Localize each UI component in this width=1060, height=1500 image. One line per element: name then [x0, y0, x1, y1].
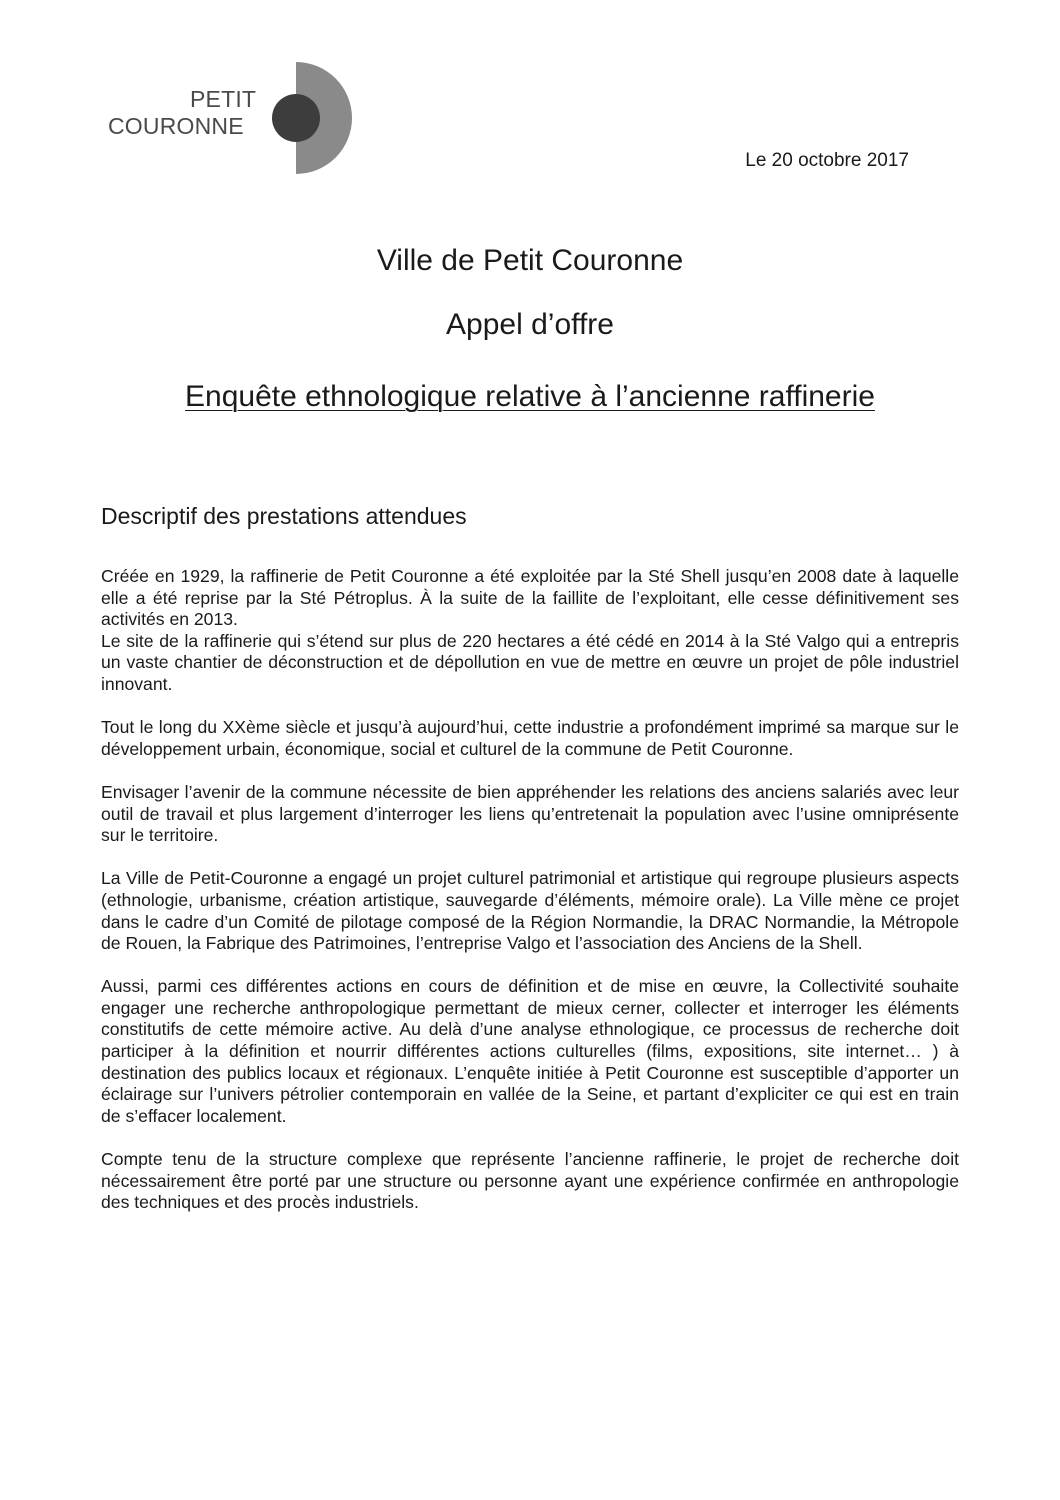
title-city: Ville de Petit Couronne [376, 244, 684, 277]
paragraph: Envisager l’avenir de la commune nécessite de bien appréhender les relations des anciens salariés avec leur outil de travail et plus largement d’interroger les liens qu’entretenait la population avec l’usine omniprésente sur le territoire. [101, 781, 959, 846]
paragraph: La Ville de Petit-Couronne a engagé un projet culturel patrimonial et artistique qui regroupe plusieurs aspects (ethnologie, urbanisme, création artistique, sauvegarde d’éléments, mémoire orale). La Ville mène ce projet dans le cadre d’un Comité de pilotage composé de la Région Normandie, la DRAC Normandie, la Métropole de Rouen, la Fabrique des Patrimoines, l’entreprise Valgo et l’association des Anciens de la Shell. [101, 868, 959, 954]
title-subject: Enquête ethnologique relative à l’ancienne raffinerie [185, 380, 875, 413]
document-date: Le 20 octobre 2017 [745, 150, 909, 171]
document-body [101, 566, 959, 1235]
logo-wordmark [108, 86, 256, 140]
paragraph: Tout le long du XXème siècle et jusqu’à aujourd’hui, cette industrie a profondément imprimé sa marque sur le développement urbain, économique, social et culturel de la commune de Petit Couronne. [101, 717, 959, 759]
paragraph: Le site de la raffinerie qui s’étend sur plus de 220 hectares a été cédé en 2014 à la Sté Valgo qui a entrepris un vaste chantier de déconstruction et de dépollution en vue de mettre en œuvre un projet de pôle industriel innovant. [101, 630, 959, 694]
logo-line-1: PETIT [190, 86, 257, 112]
title-tender: Appel d’offre [446, 308, 614, 341]
paragraph: Créée en 1929, la raffinerie de Petit Couronne a été exploitée par la Sté Shell jusqu’en 2008 date à laquelle elle a été reprise par la Sté Pétroplus. À la suite de la faillite de l’exploitant, elle cesse définitivement ses activités en 2013. [101, 566, 959, 630]
petit-couronne-logo [108, 62, 358, 174]
logo-line-2: COURONNE [108, 113, 244, 139]
logo-emblem-icon [266, 62, 358, 174]
paragraph: Aussi, parmi ces différentes actions en cours de définition et de mise en œuvre, la Collectivité souhaite engager une recherche anthropologique permettant de mieux cerner, collecter et interroger les éléments constitutifs de cette mémoire active. Au delà d’une analyse ethnologique, ce processus de recherche doit participer à la définition et nourrir différentes actions culturelles (films, expositions, site internet… ) à destination des publics locaux et régionaux. L’enquête initiée à Petit Couronne est susceptible d’apporter un éclairage sur l’univers pétrolier contemporain en vallée de la Seine, et partant d’expliciter ce qui est en train de s’effacer localement. [101, 976, 959, 1126]
paragraph: Compte tenu de la structure complexe que représente l’ancienne raffinerie, le projet de recherche doit nécessairement être porté par une structure ou personne ayant une expérience confirmée en anthropologie des techniques et des procès industriels. [101, 1149, 959, 1213]
section-heading: Descriptif des prestations attendues [101, 503, 467, 529]
